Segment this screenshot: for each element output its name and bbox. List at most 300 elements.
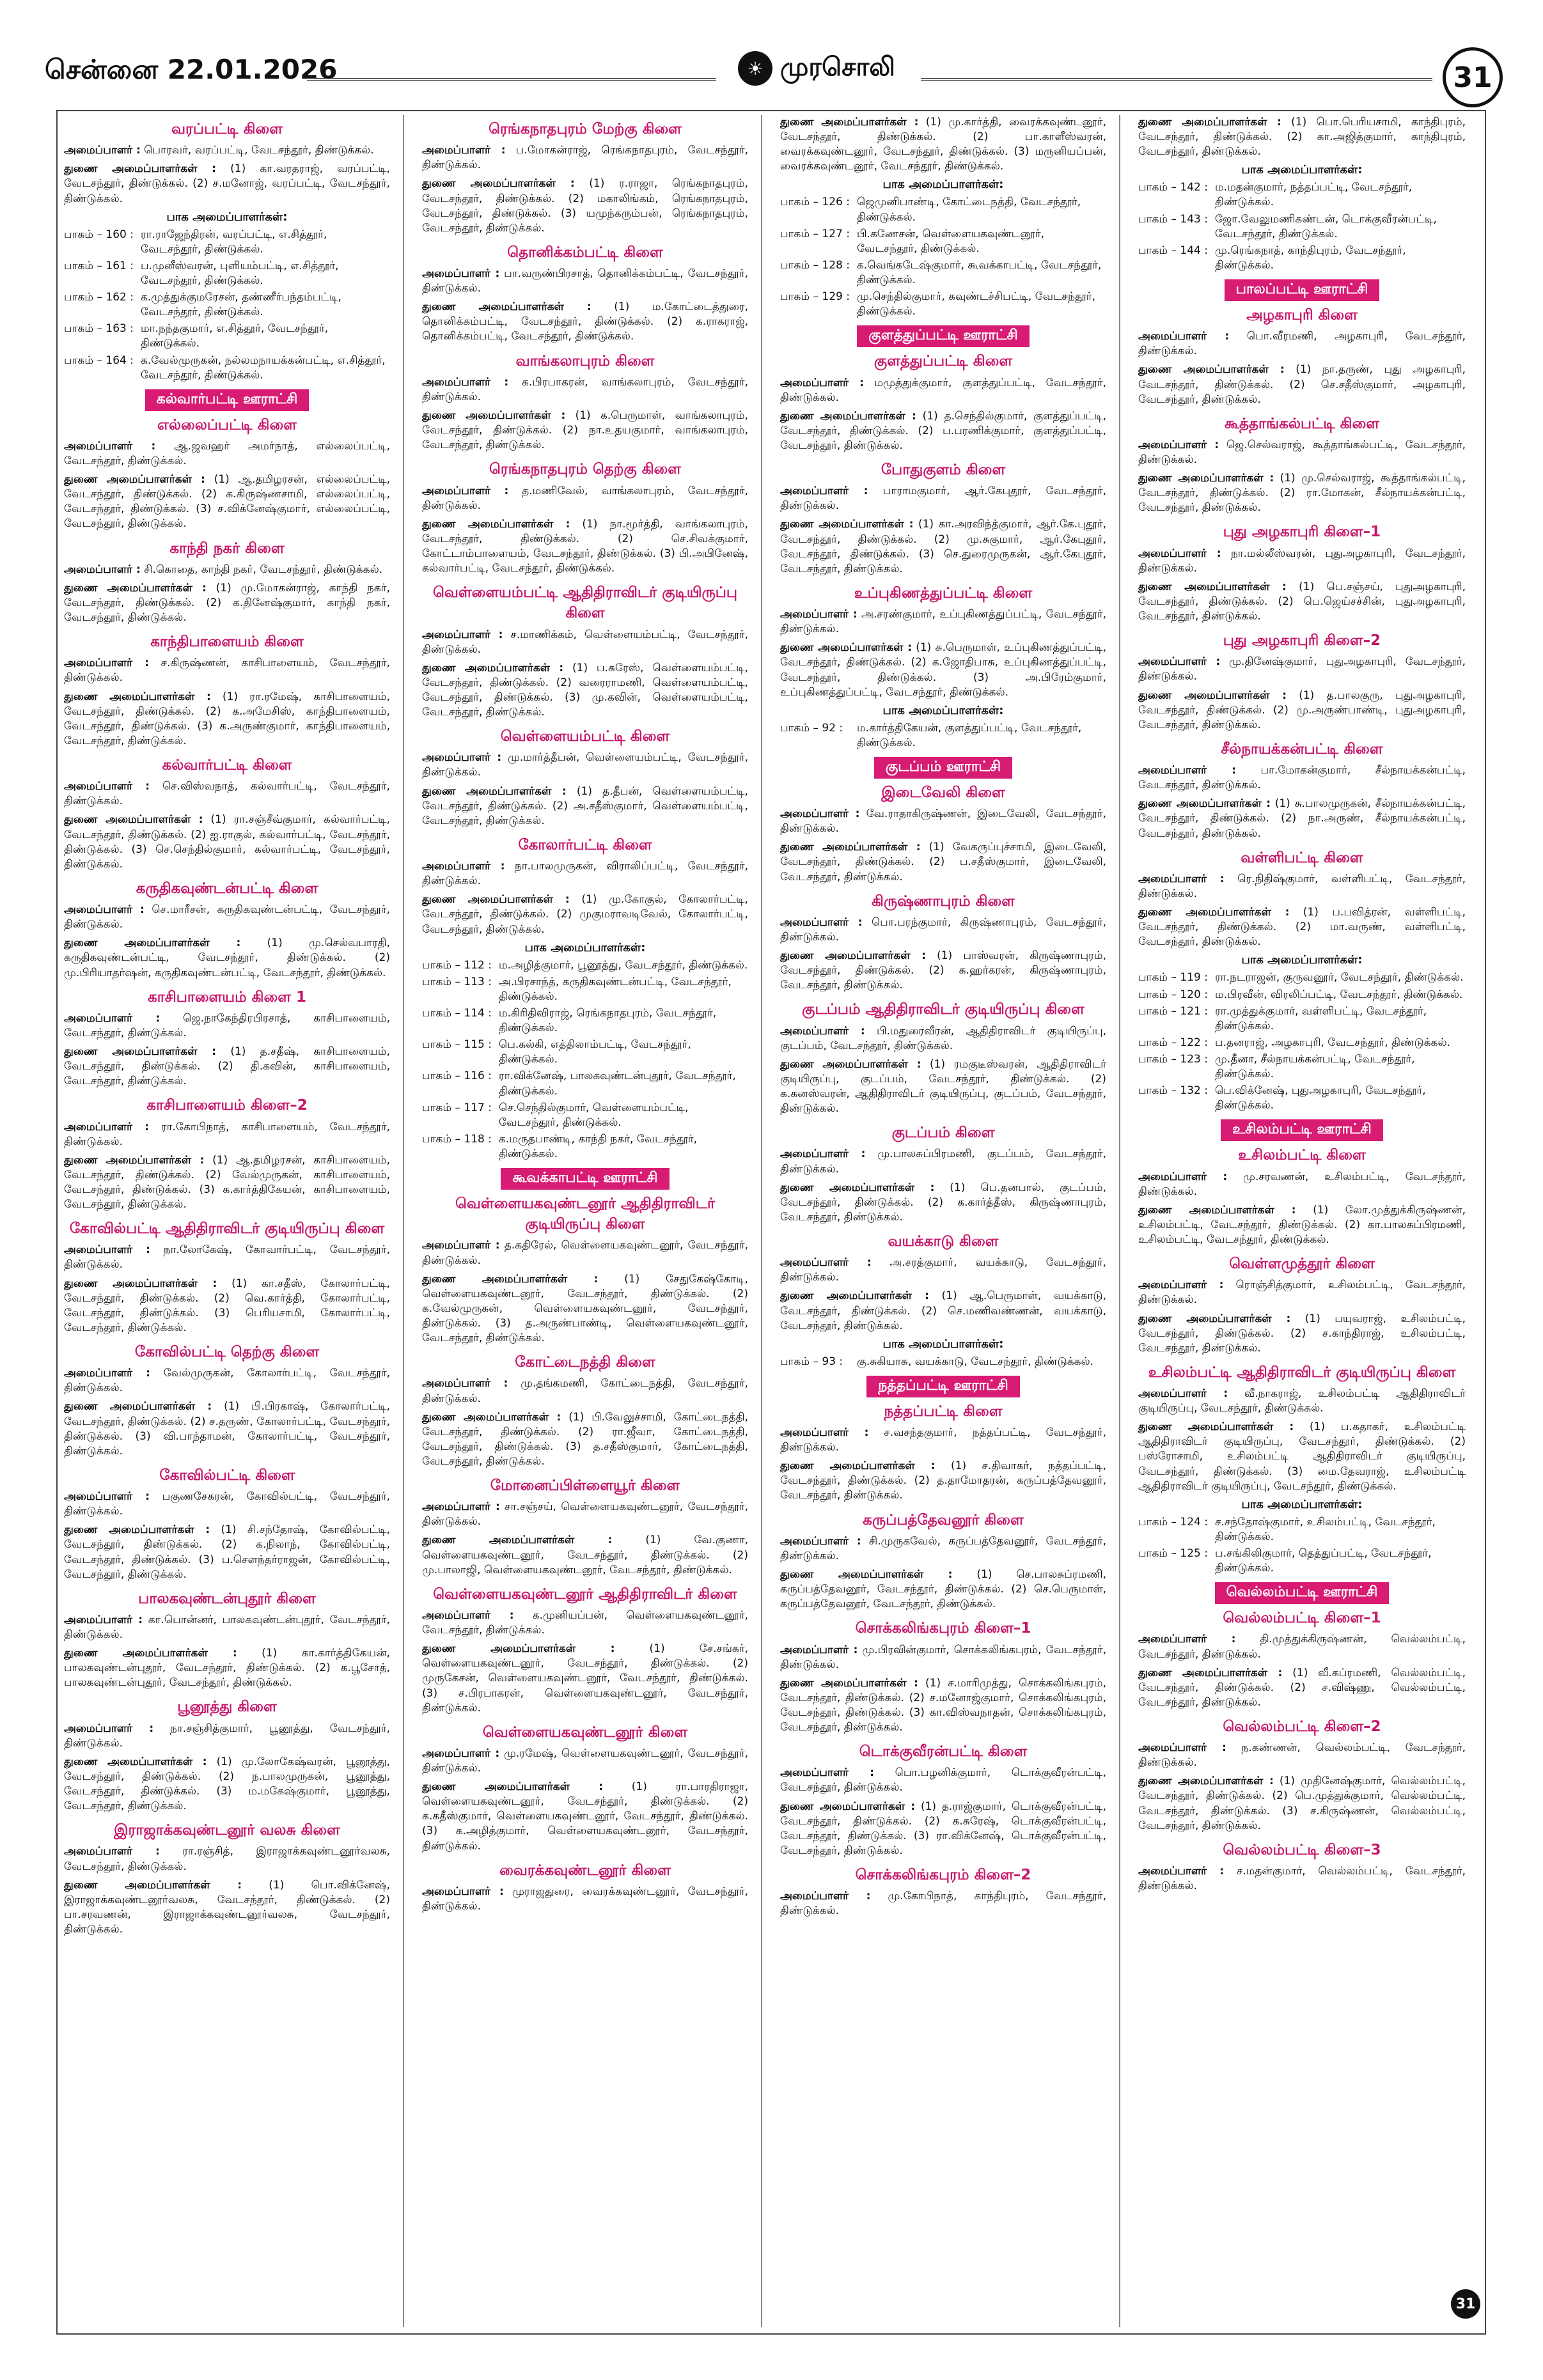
deputy-line xyxy=(1138,471,1466,515)
part-number: பாகம் – 113 : xyxy=(422,975,492,988)
deputy-value: (1) ஆ.தமிழரசன், எல்லைப்பட்டி, வேடசந்தூர், திண்டுக்கல். (2) க.கிருஷ்ணசாமி, எல்லைப்பட்டி, வேடசந்தூர், திண்டுக்கல். (3) ச.விக்னேஷ்குமார், எல்லைப்பட்டி, வேடசந்தூர், திண்டுக்கல். xyxy=(64,473,390,531)
organizer-value: ச.மதன்குமார், வெல்லம்பட்டி, வேடசந்தூர், திண்டுக்கல். xyxy=(1138,1865,1466,1893)
branch-section xyxy=(1138,522,1466,624)
organizer-value: வே.ராதாகிருஷ்ணன், இடைவேலி, வேடசந்தூர், திண்டுக்கல். xyxy=(780,807,1106,836)
branch-section xyxy=(780,1231,1106,1369)
branch-section xyxy=(422,1722,748,1854)
organizer-line xyxy=(422,1608,748,1638)
organizer-label: அமைப்பாளர் : xyxy=(780,376,864,389)
footer-page-number: 31 xyxy=(1451,2289,1480,2319)
branch-section xyxy=(780,1401,1106,1504)
deputy-label: துணை அமைப்பாளர்கள் : xyxy=(64,1277,217,1290)
deputy-value: (1) ரா.ரமேஷ், காசிபாளையம், வேடசந்தூர், திண்டுக்கல். (2) க.அமேசிஸ், காந்திபாளையம், வேடசந்தூர், திண்டுக்கல். (3) க.அருண்குமார், காந்திபாளையம், வேடசந்தூர், திண்டுக்கல். xyxy=(64,690,391,747)
panchayat-band: குளத்துப்பட்டி ஊராட்சி xyxy=(857,325,1029,347)
part-number: பாகம் – 117 : xyxy=(422,1101,492,1114)
part-organizers-heading: பாக அமைப்பாளர்கள்: xyxy=(882,178,1004,192)
deputy-value: (1) மு.கார்த்தி, வைரக்கவுண்டனூர், வேடசந்தூர், திண்டுக்கல். (2) பா.காளீஸ்வரன், வைரக்கவுண்டனூர், வேடசந்தூர், திண்டுக்கல். (3) மருனியப்பன், வைரக்கவுண்டனூர், வேடசந்தூர், திண்டுக்கல். xyxy=(780,116,1107,173)
organizer-label: அமைப்பாளர் : xyxy=(64,1490,150,1504)
part-organizer: மு.ரெங்கநாத், காந்திபுரம், வேடசந்தூர், திண்டுக்கல். xyxy=(1215,244,1406,272)
deputy-value: (1) ச.திவாகர், நத்தப்பட்டி, வேடசந்தூர், திண்டுக்கல். (2) த.தாமோதரன், கருப்பத்தேவனூர், வேடசந்தூர், திண்டுக்கல். xyxy=(780,1459,1107,1502)
organizer-line xyxy=(422,751,748,780)
deputy-label: துணை அமைப்பாளர்கள் : xyxy=(64,473,205,486)
part-number: பாகம் – 92 : xyxy=(780,721,843,735)
organizer-label: அமைப்பாளர் : xyxy=(780,485,868,498)
deputy-value: (1) மு.கோகுல், கோலார்பட்டி, வேடசந்தூர், திண்டுக்கல். (2) முகுமராவடிவேல், கோலார்பட்டி, வேடசந்தூர், திண்டுக்கல். xyxy=(422,893,748,936)
deputy-label: துணை அமைப்பாளர்கள் : xyxy=(780,949,926,963)
deputy-line xyxy=(780,1181,1106,1225)
organizer-value: சி.கொதை, காந்தி நகர், வேடசந்தூர், திண்டுக்கல். xyxy=(140,563,383,576)
organizer-line xyxy=(64,903,390,932)
organizer-label: அமைப்பாளர் : xyxy=(422,860,505,873)
organizer-line xyxy=(64,143,390,158)
organizer-line xyxy=(1138,1278,1466,1307)
part-row xyxy=(780,721,1106,751)
part-row xyxy=(1138,244,1466,273)
panchayat-band: நத்தப்பட்டி ஊராட்சி xyxy=(866,1376,1020,1397)
branch-title: உசிலம்பட்டி ஆதிதிராவிடர் குடியிருப்பு கிளை xyxy=(1148,1364,1456,1381)
organizer-label: அமைப்பாளர் : xyxy=(780,1890,871,1903)
part-organizer: ம.மதன்குமார், நத்தப்பட்டி, வேடசந்தூர், திண்டுக்கல். xyxy=(1215,181,1413,209)
part-number: பாகம் – 142 : xyxy=(1138,181,1208,194)
branch-section xyxy=(780,1865,1106,1918)
deputy-label: துணை அமைப்பாளர்கள் : xyxy=(422,1272,599,1286)
branch-title: வள்ளிபட்டி கிளை xyxy=(1241,849,1363,866)
branch-title: வாங்கலாபுரம் கிளை xyxy=(515,352,655,369)
organizer-label: அமைப்பாளர் : xyxy=(64,144,141,157)
deputy-line xyxy=(422,1642,748,1716)
deputy-line xyxy=(64,1045,390,1089)
organizer-line xyxy=(1138,1387,1466,1416)
deputy-label: துணை அமைப்பாளர்கள் : xyxy=(422,1410,561,1424)
organizer-label: அமைப்பாளர் : xyxy=(64,1845,160,1858)
part-organizer: ஜோ.வேலுமணிகண்டன், டொக்குவீரன்பட்டி, வேடசந்தூர், திண்டுக்கல். xyxy=(1215,212,1437,240)
organizer-label: அமைப்பாளர் : xyxy=(1138,330,1230,343)
deputy-line xyxy=(780,517,1106,576)
branch-title: வெள்ளையகவுண்டனூர் ஆதிதிராவிடர் கிளை xyxy=(433,1585,737,1603)
branch-section xyxy=(64,1465,390,1582)
branch-section xyxy=(64,119,390,383)
branch-title: உப்புகிணத்துப்பட்டி கிளை xyxy=(854,584,1033,602)
organizer-line xyxy=(422,1376,748,1406)
organizer-value: ரா.ரஞ்சித், இராஜாக்கவுண்டனூர்வலசு, வேடசந்தூர், திண்டுக்கல். xyxy=(64,1845,390,1873)
deputy-value: (1) ரா.சஞ்சீவ்குமார், கல்வார்பட்டி, வேடசந்தூர், திண்டுக்கல். (2) ஐ.ராகுல், கல்வார்பட்டி, வேடசந்தூர், திண்டுக்கல். (3) செ.செந்தில்குமார், கல்வார்பட்டி, வேடசந்தூர், திண்டுக்கல். xyxy=(64,813,390,871)
organizer-value: பொ.பழனிக்குமார், டொக்குவீரன்பட்டி, வேடசந்தூர், திண்டுக்கல். xyxy=(780,1766,1106,1794)
deputy-label: துணை அமைப்பாளர்கள் : xyxy=(64,1400,212,1413)
deputy-value: (1) கா.கார்த்திகேயன், பாலகவுண்டன்புதூர், வேடசந்தூர், திண்டுக்கல். (2) க.பூசோத், பாலகவுண்டன்புதூர், வேடசந்தூர், திண்டுக்கல். xyxy=(64,1647,390,1690)
branch-title: வெல்லம்பட்டி கிளை–1 xyxy=(1223,1610,1381,1627)
deputy-label: துணை அமைப்பாளர்கள் : xyxy=(780,1800,916,1813)
organizer-label: அமைப்பாளர் : xyxy=(780,608,858,621)
deputy-value: (1) லோ.முத்துக்கிருஷ்ணன், உசிலம்பட்டி, வேடசந்தூர், திண்டுக்கல். (2) கா.பாலசுப்பிரமணி, உசிலம்பட்டி, வேடசந்தூர், திண்டுக்கல். xyxy=(1138,1203,1466,1246)
branch-title: கருதிகவுண்டன்பட்டி கிளை xyxy=(136,880,318,897)
deputy-value: (1) பாஸ்வரன், கிருஷ்ணாபுரம், வேடசந்தூர், திண்டுக்கல். (2) க.ஹர்கரன், கிருஷ்ணாபுரம், வேடசந்தூர், திண்டுக்கல். xyxy=(780,949,1107,992)
organizer-line xyxy=(64,1120,390,1149)
part-number: பாகம் – 143 : xyxy=(1138,212,1208,226)
organizer-value: பா.வருண்பிரசாத், தொனிக்கம்பட்டி, வேடசந்தூர், திண்டுக்கல். xyxy=(422,267,749,295)
deputy-value: (1) ர.ராஜா, ரெங்கநாதபுரம், வேடசந்தூர், திண்டுக்கல். (2) மகாலிங்கம், ரெங்கநாதபுரம், வேடசந்தூர், திண்டுக்கல். (3) யமுந்கரும்பன், ரெங்கநாதபுரம், வேடசந்தூர், திண்டுக்கல். xyxy=(422,177,748,235)
column-2 xyxy=(422,115,762,2327)
organizer-line xyxy=(422,1500,748,1529)
organizer-label: அமைப்பாளர் : xyxy=(1138,438,1219,451)
organizer-value: அ.சரண்குமார், உப்புகிணத்துப்பட்டி, வேடசந்தூர், திண்டுக்கல். xyxy=(780,608,1107,636)
organizer-label: அமைப்பாளர் : xyxy=(64,1722,154,1735)
part-number: பாகம் – 132 : xyxy=(1138,1084,1208,1098)
deputy-value: (1) மு.லோகேஷ்வரன், பூனூத்து, வேடசந்தூர், திண்டுக்கல். (2) ந.பாலமுருகன், பூனூத்து, வேடசந்தூர், திண்டுக்கல். (3) ம.மகேஷ்குமார், பூனூத்து, வேடசந்தூர், திண்டுக்கல். xyxy=(64,1755,390,1813)
branch-section xyxy=(422,119,748,236)
part-organizers-heading: பாக அமைப்பாளர்கள்: xyxy=(1241,163,1363,177)
deputy-value: (1) ரா.பாரதிராஜா, வெள்ளையகவுண்டனூர், வேடசந்தூர், திண்டுக்கல். (2) க.கதீஸ்குமார், வெள்ளையகவுண்டனூர், வேடசந்தூர், திண்டுக்கல். (3) க.அழித்குமார், வெள்ளையகவுண்டனூர், வேடசந்தூர், திண்டுக்கல். xyxy=(422,1780,749,1853)
deputy-label: துணை அமைப்பாளர்கள் : xyxy=(1138,116,1281,128)
part-row xyxy=(422,1101,748,1130)
part-organizers-heading: பாக அமைப்பாளர்கள்: xyxy=(882,703,1004,717)
organizer-value: மு.பாலசுப்பிரமணி, குடப்பம், வேடசந்தூர், திண்டுக்கல். xyxy=(780,1147,1106,1176)
part-organizer: செ.செந்தில்குமார், வெள்ளையம்பட்டி, வேடசந்தூர், திண்டுக்கல். xyxy=(499,1101,689,1129)
organizer-value: க.முனியப்பன், வெள்ளையகவுண்டனூர், வேடசந்தூர், திண்டுக்கல். xyxy=(422,1608,748,1637)
organizer-line xyxy=(1138,872,1466,901)
organizer-line xyxy=(64,1722,390,1751)
branch-section xyxy=(1138,739,1466,841)
part-number: பாகம் – 114 : xyxy=(422,1006,492,1020)
organizer-label: அமைப்பாளர் : xyxy=(422,1746,500,1760)
branch-title: நத்தப்பட்டி கிளை xyxy=(884,1403,1003,1420)
branch-section xyxy=(1138,848,1466,1114)
deputy-value: (1) த.ராஜ்குமார், டொக்குவீரன்பட்டி, வேடசந்தூர், திண்டுக்கல். (2) க.சுரேஷ், டொக்குவீரன்பட்டி, வேடசந்தூர், திண்டுக்கல். (3) ரா.விக்னேஷ், டொக்குவீரன்பட்டி, வேடசந்தூர், திண்டுக்கல். xyxy=(780,1800,1106,1857)
organizer-label: அமைப்பாளர் : xyxy=(64,1120,150,1133)
deputy-line xyxy=(64,936,390,980)
organizer-value: பகுணசேகரன், கோவில்பட்டி, வேடசந்தூர், திண்டுக்கல். xyxy=(64,1490,391,1518)
deputy-label: துணை அமைப்பாளர்கள் : xyxy=(64,690,211,703)
organizer-label: அமைப்பாளர் : xyxy=(422,144,506,157)
organizer-label: அமைப்பாளர் : xyxy=(64,439,156,453)
branch-title: கோவில்பட்டி ஆதிதிராவிடர் குடியிருப்பு கிளை xyxy=(69,1220,385,1238)
organizer-label: அமைப்பாளர் : xyxy=(1138,655,1221,669)
part-number: பாகம் – 123 : xyxy=(1138,1052,1208,1066)
organizer-line xyxy=(422,1885,748,1914)
deputy-value: (1) வீ.கப்ரமணி, வெல்லம்பட்டி, வேடசந்தூர், திண்டுக்கல். (2) ச.விஷ்ணு, வெல்லம்பட்டி, வேடசந்தூர், திண்டுக்கல். xyxy=(1138,1666,1466,1709)
part-number: பாகம் – 118 : xyxy=(422,1132,492,1146)
organizer-label: அமைப்பாளர் : xyxy=(64,657,149,670)
part-row xyxy=(422,1006,748,1036)
branch-title: வெள்ளையம்பட்டி ஆதிதிராவிடர் குடியிருப்பு கிளை xyxy=(432,584,738,622)
deputy-label: துணை அமைப்பாளர்கள் : xyxy=(64,1523,210,1537)
deputy-line xyxy=(1138,1312,1466,1356)
deputy-value: (1) ஆ.தமிழரசன், காசிபாளையம், வேடசந்தூர், திண்டுக்கல். (2) வேல்முருகன், காசிபாளையம், வேடசந்தூர், திண்டுக்கல். (3) க.கார்த்திகேயன், காசிபாளையம், வேடசந்தூர், திண்டுக்கல். xyxy=(64,1153,390,1211)
organizer-line xyxy=(422,628,748,657)
part-organizer: ரா.நடராஜன், குருவனூர், வேடசந்தூர், திண்டுக்கல். xyxy=(1215,971,1464,984)
deputy-line xyxy=(422,517,748,576)
panchayat-band: பாலப்பட்டி ஊராட்சி xyxy=(1225,279,1380,301)
deputy-value: (1) மு.செல்வபாரதி, கருதிகவுண்டன்பட்டி, வேடசந்தூர், திண்டுக்கல். (2) மு.பிரியாதர்ஷன், கருதிகவுண்டன்பட்டி, வேடசந்தூர், திண்டுக்கல். xyxy=(64,937,390,979)
organizer-line xyxy=(64,439,390,469)
organizer-line xyxy=(1138,438,1466,467)
branch-title: டொக்குவீரன்பட்டி கிளை xyxy=(859,1743,1028,1761)
deputy-line xyxy=(422,176,748,235)
organizer-line xyxy=(422,1238,748,1268)
deputy-line xyxy=(64,1153,390,1212)
branch-title: கிருஷ்ணாபுரம் கிளை xyxy=(871,892,1015,910)
part-organizer: ரா.விக்னேஷ், பாலகவுண்டன்புதூர், வேடசந்தூர், திண்டுக்கல். xyxy=(499,1069,736,1098)
organizer-label: அமைப்பாளர் : xyxy=(780,1256,872,1270)
deputy-line xyxy=(422,661,748,720)
part-row xyxy=(1138,970,1466,985)
branch-title: கருப்பத்தேவனூர் கிளை xyxy=(863,1511,1024,1528)
organizer-line xyxy=(1138,655,1466,684)
organizer-value: க.பிரபாகரன், வாங்கலாபுரம், வேடசந்தூர், திண்டுக்கல். xyxy=(422,375,749,403)
branch-section xyxy=(422,1475,748,1578)
branch-title: வெல்லம்பட்டி கிளை–2 xyxy=(1223,1718,1381,1735)
deputy-value: (1) செ.பாலசுப்ரமணி, கருப்பத்தேவனூர், வேடசந்தூர், திண்டுக்கல். (2) செ.பெருமாள், கருப்பத்தேவனூர், வேடசந்தூர், திண்டுக்கல். xyxy=(780,1567,1106,1611)
branch-section xyxy=(780,1741,1106,1858)
organizer-value: பொ.பரந்குமார், கிருஷ்ணாபுரம், வேடசந்தூர், திண்டுக்கல். xyxy=(780,915,1107,944)
part-row xyxy=(422,1132,748,1162)
organizer-line xyxy=(422,267,748,296)
part-number: பாகம் – 121 : xyxy=(1138,1004,1208,1018)
part-row xyxy=(1138,988,1466,1002)
organizer-value: மு.மார்த்தீபன், வெள்ளையம்பட்டி, வேடசந்தூர், திண்டுக்கல். xyxy=(422,751,748,779)
deputy-line xyxy=(64,1646,390,1690)
part-row xyxy=(422,1069,748,1098)
branch-title: தொனிக்கம்பட்டி கிளை xyxy=(507,244,663,261)
organizer-line xyxy=(780,1147,1106,1176)
content-columns xyxy=(64,115,1478,2327)
organizer-value: ஆ.ஜவஹர் அமர்நாத், எல்லைப்பட்டி, வேடசந்தூர், திண்டுக்கல். xyxy=(64,439,390,468)
part-organizer: ப.சங்கிலிகுமார், தெத்துப்பட்டி, வேடசந்தூர், திண்டுக்கல். xyxy=(1215,1547,1432,1575)
branch-title: இடைவேலி கிளை xyxy=(881,784,1005,801)
part-number: பாகம் – 124 : xyxy=(1138,1515,1208,1528)
deputy-value: (1) நா.தருண், புது அழகாபுரி, வேடசந்தூர், திண்டுக்கல். (2) செ.சதீஸ்குமார், அழகாபுரி, வேடசந்தூர், திண்டுக்கல். xyxy=(1138,363,1466,406)
organizer-value: ரா.கோபிநாத், காசிபாளையம், வேடசந்தூர், திண்டுக்கல். xyxy=(64,1120,390,1148)
part-number: பாகம் – 144 : xyxy=(1138,244,1208,257)
part-row xyxy=(422,1038,748,1067)
part-row xyxy=(1138,1084,1466,1113)
part-row xyxy=(64,259,390,288)
branch-title: சொக்கலிங்கபுரம் கிளை–1 xyxy=(855,1620,1031,1637)
branch-section xyxy=(780,583,1106,751)
deputy-label: துணை அமைப்பாளர்கள் : xyxy=(422,1642,615,1656)
deputy-label: துணை அமைப்பாளர்கள் : xyxy=(1138,472,1274,485)
deputy-label: துணை அமைப்பாளர்கள் : xyxy=(780,841,921,854)
organizer-value: செ.விஸ்வநாத், கல்வார்பட்டி, வேடசந்தூர், திண்டுக்கல். xyxy=(64,780,391,808)
branch-title: காசிபாளையம் கிளை–2 xyxy=(146,1097,308,1114)
part-organizer: ரா.முத்துக்குமார், வள்ளிபட்டி, வேடசந்தூர், திண்டுக்கல். xyxy=(1215,1004,1427,1032)
organizer-line xyxy=(780,1643,1106,1672)
part-organizer: க.முத்துக்குமரேசன், தண்ணீர்பந்தம்பட்டி, வேடசந்தூர், திண்டுக்கல். xyxy=(141,291,341,319)
part-row xyxy=(1138,1546,1466,1576)
deputy-line xyxy=(780,1289,1106,1333)
organizer-line xyxy=(64,1844,390,1874)
branch-title: வெள்ளையகவுண்டனூர் ஆதிதிராவிடர் குடியிருப்பு கிளை xyxy=(455,1195,716,1233)
deputy-value: (1) பி.வேலுச்சாமி, கோட்டைநத்தி, வேடசந்தூர், திண்டுக்கல். (2) ரா.ஜீவா, கோட்டைநத்தி, வேடசந்தூர், திண்டுக்கல். (3) த.சதீஸ்குமார், கோட்டைநத்தி, வேடசந்தூர், திண்டுக்கல். xyxy=(422,1410,749,1468)
deputy-label: துணை அமைப்பாளர்கள் : xyxy=(1138,1312,1291,1325)
organizer-line xyxy=(780,915,1106,945)
deputy-value: (1) பெ.தனபால், குடப்பம், வேடசந்தூர், திண்டுக்கல். (2) க.கார்த்தீஸ், கிருஷ்ணாபுரம், வேடசந்தூர், திண்டுக்கல். xyxy=(780,1181,1107,1224)
deputy-line xyxy=(422,408,748,453)
organizer-line xyxy=(780,807,1106,836)
deputy-label: துணை அமைப்பாளர்கள் : xyxy=(1138,363,1285,377)
branch-section xyxy=(780,1123,1106,1225)
part-organizer: ப.தனராஜ், அழகாபுரி, வேடசந்தூர், திண்டுக்கல். xyxy=(1215,1036,1451,1049)
branch-section xyxy=(422,351,748,453)
part-number: பாகம் – 116 : xyxy=(422,1069,492,1083)
organizer-value: வேல்முருகன், கோலார்பட்டி, வேடசந்தூர், திண்டுக்கல். xyxy=(64,1367,391,1395)
organizer-line xyxy=(780,484,1106,513)
organizer-line xyxy=(422,375,748,405)
organizer-label: அமைப்பாளர் : xyxy=(422,1500,500,1514)
organizer-value: செ.மாரீசன், கருதிகவுண்டன்பட்டி, வேடசந்தூர், திண்டுக்கல். xyxy=(64,903,391,931)
deputy-label: துணை அமைப்பாளர்கள் : xyxy=(780,1676,918,1690)
deputy-label: துணை அமைப்பாளர்கள் : xyxy=(64,1878,242,1892)
deputy-label: துணை அமைப்பாளர்கள் : xyxy=(1138,906,1290,919)
masthead-logo xyxy=(729,51,904,86)
panchayat-band: உசிலம்பட்டி ஊராட்சி xyxy=(1221,1119,1383,1141)
organizer-value: அ.சரத்குமார், வயக்காடு, வேடசந்தூர், திண்டுக்கல். xyxy=(780,1256,1107,1284)
branch-section xyxy=(1138,414,1466,516)
organizer-label: அமைப்பாளர் : xyxy=(1138,872,1225,885)
deputy-line xyxy=(1138,580,1466,624)
deputy-value: (1) ப.பவித்ரன், வள்ளிபட்டி, வேடசந்தூர், திண்டுக்கல். (2) மா.வருண், வள்ளிபட்டி, வேடசந்தூர், திண்டுக்கல். xyxy=(1138,906,1466,949)
branch-section xyxy=(64,1342,390,1459)
branch-section xyxy=(422,1194,748,1346)
deputy-value: (1) பொ.விக்னேஷ், இராஜாக்கவுண்டனூர்வலசு, வேடசந்தூர், திண்டுக்கல். (2) பா.சரவணன், இராஜாக்கவுண்டனூர்வலசு, வேடசந்தூர், திண்டுக்கல். xyxy=(64,1878,390,1936)
branch-title: எல்லைப்பட்டி கிளை xyxy=(157,416,297,433)
deputy-line xyxy=(64,1277,390,1335)
branch-section xyxy=(780,115,1106,319)
branch-title: பாலகவுண்டன்புதூர் கிளை xyxy=(138,1590,316,1607)
deputy-line xyxy=(422,300,748,344)
branch-section xyxy=(780,999,1106,1116)
branch-title: வெள்ளமுத்தூர் கிளை xyxy=(1229,1256,1375,1273)
branch-section xyxy=(1138,1362,1466,1576)
organizer-value: ந.கண்ணன், வெல்லம்பட்டி, வேடசந்தூர், திண்டுக்கல். xyxy=(1138,1741,1466,1769)
column-4 xyxy=(1138,115,1478,2327)
newspaper-name: முரசொலி xyxy=(780,52,895,82)
branch-section xyxy=(422,1860,748,1914)
part-row xyxy=(1138,1004,1466,1034)
branch-title: சீல்நாயக்கன்பட்டி கிளை xyxy=(1221,740,1383,758)
deputy-line xyxy=(1138,905,1466,949)
part-row xyxy=(422,958,748,973)
deputy-line xyxy=(780,115,1106,174)
organizer-value: த.மணிவேல், வாங்கலாபுரம், வேடசந்தூர், திண்டுக்கல். xyxy=(422,484,749,512)
part-number: பாகம் – 161 : xyxy=(64,259,134,272)
branch-title: புது அழகாபுரி கிளை–2 xyxy=(1223,632,1381,649)
organizer-label: அமைப்பாளர் : xyxy=(780,1426,869,1440)
deputy-label: துணை அமைப்பாளர்கள் : xyxy=(422,893,570,906)
organizer-label: அமைப்பாளர் : xyxy=(780,1766,874,1780)
part-number: பாகம் – 112 : xyxy=(422,958,492,972)
deputy-label: துணை அமைப்பாளர்கள் : xyxy=(1138,688,1287,702)
branch-title: புது அழகாபுரி கிளை–1 xyxy=(1223,524,1381,541)
part-row xyxy=(780,227,1106,256)
branch-section xyxy=(780,782,1106,885)
organizer-label: அமைப்பாளர் : xyxy=(780,1147,866,1161)
deputy-label: துணை அமைப்பாளர்கள் : xyxy=(64,1755,207,1768)
organizer-value: மு.ரமேஷ், வெள்ளையகவுண்டனூர், வேடசந்தூர், திண்டுக்கல். xyxy=(422,1746,749,1775)
part-number: பாகம் – 163 : xyxy=(64,322,134,336)
panchayat-band: குடப்பம் ஊராட்சி xyxy=(874,757,1012,779)
organizer-value: ஜெ.நாகேந்திரபிரசாத், காசிபாளையம், வேடசந்தூர், திண்டுக்கல். xyxy=(64,1011,390,1039)
organizer-label: அமைப்பாளர் : xyxy=(1138,1741,1226,1755)
organizer-value: ப.மோகன்ராஜ், ரெங்கநாதபுரம், வேடசந்தூர், திண்டுக்கல். xyxy=(422,144,748,172)
organizer-label: அமைப்பாளர் : xyxy=(422,1239,500,1252)
organizer-value: மு.தங்கமணி, கோட்டைநத்தி, வேடசந்தூர், திண்டுக்கல். xyxy=(422,1377,749,1405)
branch-title: குடப்பம் ஆதிதிராவிடர் குடியிருப்பு கிளை xyxy=(802,1001,1085,1018)
deputy-label: துணை அமைப்பாளர்கள் : xyxy=(1138,1666,1283,1679)
organizer-value: ரெ.நிதிஷ்குமார், வள்ளிபட்டி, வேடசந்தூர், திண்டுக்கல். xyxy=(1138,872,1466,900)
deputy-line xyxy=(780,840,1106,884)
deputy-label: துணை அமைப்பாளர்கள் : xyxy=(1138,797,1271,811)
deputy-label: துணை அமைப்பாளர்கள் : xyxy=(780,1289,929,1303)
part-number: பாகம் – 126 : xyxy=(780,196,850,209)
organizer-value: மு.தினேஷ்குமார், புதுஅழகாபுரி, வேடசந்தூர், திண்டுக்கல். xyxy=(1138,655,1466,683)
branch-section xyxy=(64,878,390,981)
branch-title: ரெங்கநாதபுரம் மேற்கு கிளை xyxy=(488,121,682,137)
deputy-label: துணை அமைப்பாளர்கள் : xyxy=(422,177,575,191)
deputy-value: (1) பொ.பெரியசாமி, காந்திபுரம், வேடசந்தூர், திண்டுக்கல். (2) கா.அஜித்குமார், காந்திபுரம், வேடசந்தூர், திண்டுக்கல். xyxy=(1138,116,1466,159)
part-row xyxy=(64,322,390,351)
branch-section xyxy=(780,351,1106,453)
deputy-label: துணை அமைப்பாளர்கள் : xyxy=(780,1057,921,1071)
deputy-value: (1) சேதுகேஷ்கோடி, வெள்ளையகவுண்டனூர், வேடசந்தூர், திண்டுக்கல். (2) க.வேல்முருகன், வெள்ளையகவுண்டனூர், வேடசந்தூர், திண்டுக்கல். (3) த.அருண்பாண்டி, வெள்ளையகவுண்டனூர், வேடசந்தூர், திண்டுக்கல். xyxy=(422,1272,748,1345)
masthead xyxy=(38,46,1503,104)
part-organizer: மு.தீனா, சீல்நாயக்கன்பட்டி, வேடசந்தூர், திண்டுக்கல். xyxy=(1215,1052,1415,1081)
organizer-label: அமைப்பாளர் : xyxy=(1138,764,1236,777)
branch-section xyxy=(422,1584,748,1716)
branch-section xyxy=(780,460,1106,577)
organizer-value: வீ.நாகராஜ், உசிலம்பட்டி ஆதிதிராவிடர் குடியிருப்பு, வேடசந்தூர், திண்டுக்கல். xyxy=(1138,1387,1466,1415)
part-number: பாகம் – 127 : xyxy=(780,227,850,240)
branch-title: மோனைப்பிள்ளையூர் கிளை xyxy=(490,1477,680,1495)
branch-section xyxy=(422,582,748,720)
organizer-label: அமைப்பாளர் : xyxy=(64,1367,151,1380)
deputy-label: துணை அமைப்பாளர்கள் : xyxy=(780,116,919,128)
branch-title: வெள்ளையம்பட்டி கிளை xyxy=(500,728,670,745)
branch-section xyxy=(422,459,748,576)
part-organizers-heading: பாக அமைப்பாளர்கள்: xyxy=(524,940,646,954)
branch-section xyxy=(422,835,748,1162)
branch-title: குடப்பம் கிளை xyxy=(891,1124,995,1142)
organizer-value: பாராமகுமார், ஆர்.கேபுதூர், வேடசந்தூர், திண்டுக்கல். xyxy=(780,485,1106,513)
organizer-value: சா.சஞ்சய், வெள்ளையகவுண்டனூர், வேடசந்தூர், திண்டுக்கல். xyxy=(422,1500,748,1528)
organizer-line xyxy=(1138,547,1466,576)
organizer-line xyxy=(780,376,1106,405)
branch-section xyxy=(64,755,390,872)
part-organizer: ரா.ராஜேந்திரன், வரப்பட்டி, எ.சித்தூர், வேடசந்தூர், திண்டுக்கல். xyxy=(141,228,327,256)
deputy-value: (1) பி.பிரகாஷ், கோலார்பட்டி, வேடசந்தூர், திண்டுக்கல். (2) ச.தருண், கோலார்பட்டி, வேடசந்தூர், திண்டுக்கல். (3) வி.பாந்தாமன், கோலார்பட்டி, வேடசந்தூர், திண்டுக்கல். xyxy=(64,1400,390,1458)
column-1 xyxy=(64,115,404,2327)
organizer-value: ச.கிருஷ்ணன், காசிபாளையம், வேடசந்தூர், திண்டுக்கல். xyxy=(64,657,390,685)
deputy-value: (1) மு.செல்வராஜ், கூத்தாங்கல்பட்டி, வேடசந்தூர், திண்டுக்கல். (2) ரா.மோகன், சீல்நாயக்கன்பட்டி, வேடசந்தூர், திண்டுக்கல். xyxy=(1138,472,1466,515)
part-number: பாகம் – 125 : xyxy=(1138,1547,1208,1560)
branch-section xyxy=(1138,1716,1466,1833)
part-organizer: ஜெமுனிபாண்டி, கோட்டைநத்தி, வேடசந்தூர், திண்டுக்கல். xyxy=(857,196,1081,224)
deputy-label: துணை அமைப்பாளர்கள் : xyxy=(1138,1420,1294,1434)
deputy-line xyxy=(1138,1774,1466,1833)
branch-section xyxy=(780,1618,1106,1735)
deputy-line xyxy=(780,1459,1106,1503)
part-number: பாகம் – 160 : xyxy=(64,228,134,241)
branch-section xyxy=(422,1352,748,1469)
organizer-label: அமைப்பாளர் : xyxy=(422,375,509,389)
branch-title: காந்திபாளையம் கிளை xyxy=(150,634,304,651)
organizer-label: அமைப்பாளர் : xyxy=(422,1377,508,1390)
organizer-label: அமைப்பாளர் : xyxy=(1138,1279,1224,1292)
deputy-label: துணை அமைப்பாளர்கள் : xyxy=(780,1567,953,1581)
organizer-label: அமைப்பாளர் : xyxy=(780,915,863,929)
deputy-value: (1) த.சதீஷ், காசிபாளையம், வேடசந்தூர், திண்டுக்கல். (2) தி.கவின், காசிபாளையம், வேடசந்தூர், திண்டுக்கல். xyxy=(64,1045,391,1088)
organizer-line xyxy=(780,1024,1106,1054)
branch-title: கல்வார்பட்டி கிளை xyxy=(162,757,292,774)
